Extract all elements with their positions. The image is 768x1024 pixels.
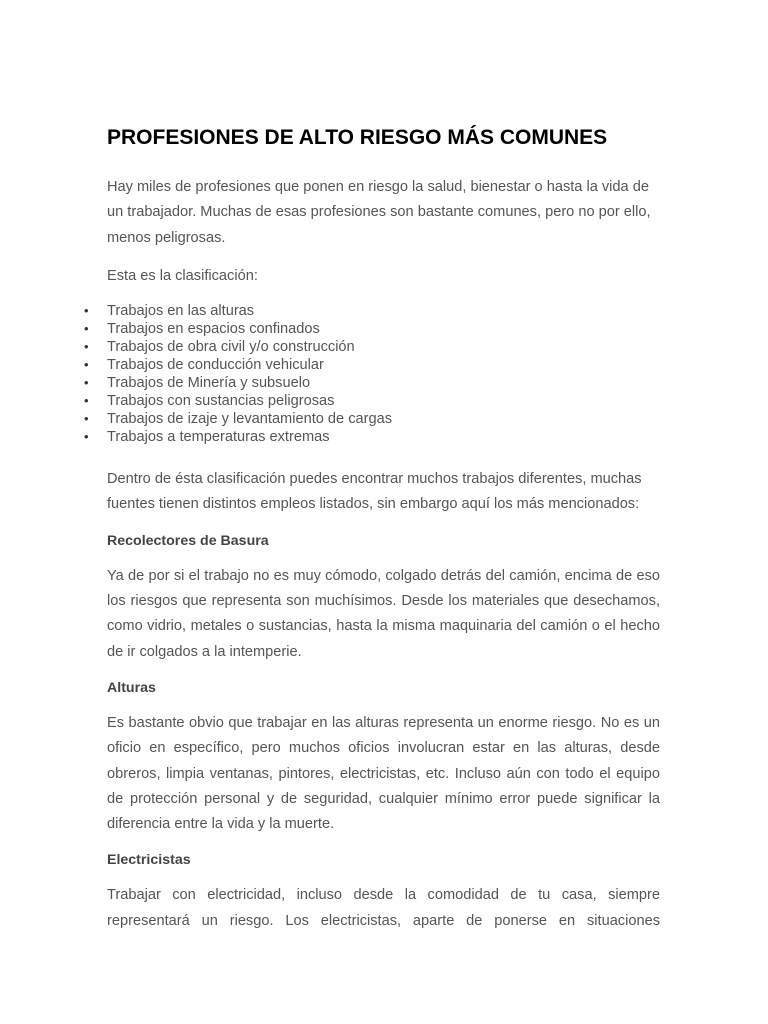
bullet-icon: • (84, 393, 89, 409)
section-text-recolectores: Ya de por si el trabajo no es muy cómodo, colgado detrás del camión, encima de eso los riesgos que representa son muchísimos. Desde los materiales que desechamos, como vidrio, metales o sustancias, hasta la misma maquinaria del camión o el hecho de ir colgados a la intemperie. (107, 567, 660, 660)
list-item-text: Trabajos en las alturas (107, 303, 255, 320)
list-item (84, 392, 660, 410)
intro-paragraph: Hay miles de profesiones que ponen en riesgo la salud, bienestar o hasta la vida de un trabajador. Muchas de esas profesiones son bastante comunes, pero no por ello, menos peligrosas. (107, 179, 651, 246)
list-item-text: Trabajos de conducción vehicular (107, 357, 324, 374)
classification-list (84, 302, 660, 446)
section-heading-electricistas: Electricistas (107, 852, 191, 869)
document-body (84, 121, 660, 934)
list-item (84, 302, 660, 320)
bullet-icon: • (84, 339, 89, 355)
list-item (84, 320, 660, 338)
list-item (84, 338, 660, 356)
list-item-text: Trabajos a temperaturas extremas (107, 429, 330, 446)
classification-label: Esta es la clasificación: (107, 267, 258, 284)
list-item-text: Trabajos de izaje y levantamiento de cargas (107, 411, 393, 428)
dentro-paragraph: Dentro de ésta clasificación puedes encontrar muchos trabajos diferentes, muchas fuentes tienen distintos empleos listados, sin embargo aquí los más mencionados: (107, 471, 642, 513)
bullet-icon: • (84, 411, 89, 427)
list-item-text: Trabajos con sustancias peligrosas (107, 393, 335, 410)
section-heading-recolectores: Recolectores de Basura (107, 532, 269, 549)
list-item-text: Trabajos en espacios confinados (107, 321, 320, 338)
bullet-icon: • (84, 429, 89, 445)
list-item (84, 428, 660, 446)
list-item-text: Trabajos de Minería y subsuelo (107, 375, 311, 392)
list-item (84, 374, 660, 392)
section-heading-alturas: Alturas (107, 679, 156, 696)
bullet-icon: • (84, 375, 89, 391)
list-item (84, 356, 660, 374)
list-item (84, 410, 660, 428)
list-item-text: Trabajos de obra civil y/o construcción (107, 339, 355, 356)
bullet-icon: • (84, 321, 89, 337)
document-title: PROFESIONES DE ALTO RIESGO MÁS COMUNES (107, 126, 608, 149)
bullet-icon: • (84, 357, 89, 373)
section-text-electricistas: Trabajar con electricidad, incluso desde la comodidad de tu casa, siempre representará un riesgo. Los electricistas, aparte de ponerse en situaciones (107, 887, 660, 929)
section-text-alturas: Es bastante obvio que trabajar en las alturas representa un enorme riesgo. No es un oficio en específico, pero muchos oficios involucran estar en las alturas, desde obreros, limpia ventanas, pintores, electricistas, etc. Incluso aún con todo el equipo de protección personal y de seguridad, cualquier mínimo error puede significar la diferencia entre la vida y la muerte. (107, 714, 660, 833)
bullet-icon: • (84, 303, 89, 319)
